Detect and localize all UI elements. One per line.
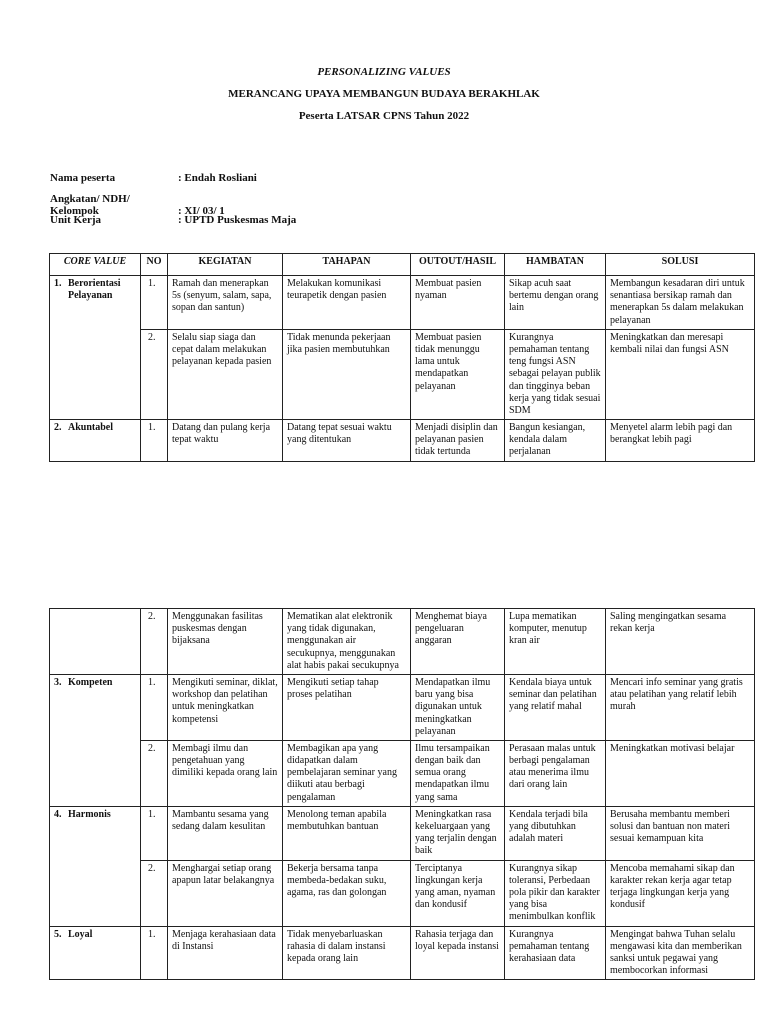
output-cell: Mendapatkan ilmu baru yang bisa digunakan untuk meningkatkan pelayanan xyxy=(411,674,505,740)
solusi-cell: Meningkatkan dan meresapi kembali nilai dan fungsi ASN xyxy=(606,329,755,419)
hambatan-cell: Kurangnya pemahaman tentang teng fungsi ASN sebagai pelayan publik dan tingginya beban kerja yang tidak sesuai SDM xyxy=(505,329,606,419)
hambatan-cell: Kurangnya pemahaman tentang kerahasiaan data xyxy=(505,926,606,980)
tahapan-cell: Melakukan komunikasi teurapetik dengan pasien xyxy=(283,276,411,330)
table-row xyxy=(50,420,755,462)
hambatan-cell: Perasaan malas untuk berbagi pengalaman atau menerima ilmu dari orang lain xyxy=(505,740,606,806)
row-number: 1. xyxy=(141,276,168,330)
info-label: Nama peserta xyxy=(50,172,116,184)
solusi-cell: Mencari info seminar yang gratis atau pelatihan yang relatif lebih murah xyxy=(606,674,755,740)
core-value-number: 1. xyxy=(54,278,62,289)
kegiatan-cell: Datang dan pulang kerja tepat waktu xyxy=(168,420,283,462)
row-number: 1. xyxy=(141,806,168,860)
values-table-page-2 xyxy=(49,608,755,980)
kegiatan-cell: Membagi ilmu dan pengetahuan yang dimiliki kepada orang lain xyxy=(168,740,283,806)
tahapan-cell: Tidak menunda pekerjaan jika pasien membutuhkan xyxy=(283,329,411,419)
solusi-cell: Menyetel alarm lebih pagi dan berangkat lebih pagi xyxy=(606,420,755,462)
hambatan-cell: Bangun kesiangan, kendala dalam perjalanan xyxy=(505,420,606,462)
core-value-cell xyxy=(50,926,141,980)
row-number: 2. xyxy=(141,329,168,419)
header-core-value: CORE VALUE xyxy=(50,254,141,276)
core-value-cell xyxy=(50,674,141,806)
row-number: 2. xyxy=(141,740,168,806)
core-value-number: 4. xyxy=(54,808,62,820)
output-cell: Membuat pasien nyaman xyxy=(411,276,505,330)
core-value-cell xyxy=(50,609,141,675)
tahapan-cell: Tidak menyebarluaskan rahasia di dalam instansi kepada orang lain xyxy=(283,926,411,980)
solusi-cell: Mencoba memahami sikap dan karakter rekan kerja agar tetap terjaga lingkungan kerja yang kondusif xyxy=(606,860,755,926)
info-value: : UPTD Puskesmas Maja xyxy=(178,214,297,226)
hambatan-cell: Sikap acuh saat bertemu dengan orang lain xyxy=(505,276,606,330)
kegiatan-cell: Ramah dan menerapkan 5s (senyum, salam, sapa, sopan dan santun) xyxy=(168,276,283,330)
solusi-cell: Membangun kesadaran diri untuk senantiasa bersikap ramah dan menerapkan 5s dalam melakukan pelayanan xyxy=(606,276,755,330)
core-value-cell xyxy=(50,276,141,420)
table-body xyxy=(50,609,755,980)
kegiatan-cell: Mengikuti seminar, diklat, workshop dan pelatihan untuk meningkatkan kompetensi xyxy=(168,674,283,740)
solusi-cell: Mengingat bahwa Tuhan selalu mengawasi kita dan memberikan sanksi untuk pegawai yang membocorkan informasi xyxy=(606,926,755,980)
kegiatan-cell: Menggunakan fasilitas puskesmas dengan bijaksana xyxy=(168,609,283,675)
table-row xyxy=(50,609,755,675)
output-cell: Menjadi disiplin dan pelayanan pasien tidak tertunda xyxy=(411,420,505,462)
table-row xyxy=(50,740,755,806)
table-row xyxy=(50,806,755,860)
kegiatan-cell: Menjaga kerahasiaan data di Instansi xyxy=(168,926,283,980)
tahapan-cell: Datang tepat sesuai waktu yang ditentukan xyxy=(283,420,411,462)
table-row xyxy=(50,926,755,980)
row-number: 2. xyxy=(141,609,168,675)
info-label: Angkatan/ NDH/ Kelompok xyxy=(50,193,130,217)
solusi-cell: Saling mengingatkan sesama rekan kerja xyxy=(606,609,755,675)
core-value-cell xyxy=(50,806,141,926)
header-no: NO xyxy=(141,254,168,276)
values-table-page-1 xyxy=(49,253,755,462)
core-value-number: 3. xyxy=(54,676,62,688)
tahapan-cell: Menolong teman apabila membutuhkan bantuan xyxy=(283,806,411,860)
tahapan-cell: Mematikan alat elektronik yang tidak digunakan, menggunakan air secukupnya, menggunakan alat habis pakai secukupnya xyxy=(283,609,411,675)
info-nama xyxy=(50,172,257,184)
output-cell: Meningkatkan rasa kekeluargaan yang yang terjalin dengan baik xyxy=(411,806,505,860)
table-body xyxy=(50,276,755,462)
row-number: 1. xyxy=(141,420,168,462)
output-cell: Terciptanya lingkungan kerja yang aman, nyaman dan kondusif xyxy=(411,860,505,926)
core-value-name: Akuntabel xyxy=(68,422,114,434)
solusi-cell: Berusaha membantu memberi solusi dan bantuan non materi sesuai kemampuan kita xyxy=(606,806,755,860)
output-cell: Menghemat biaya pengeluaran anggaran xyxy=(411,609,505,675)
table-header-row xyxy=(50,254,755,276)
core-value-number: 5. xyxy=(54,928,62,940)
header-solusi: SOLUSI xyxy=(606,254,755,276)
kegiatan-cell: Selalu siap siaga dan cepat dalam melakukan pelayanan kepada pasien xyxy=(168,329,283,419)
hambatan-cell: Kendala terjadi bila yang dibutuhkan adalah materi xyxy=(505,806,606,860)
row-number: 1. xyxy=(141,674,168,740)
core-value-name: Berorientasi Pelayanan xyxy=(68,278,121,302)
tahapan-cell: Bekerja bersama tanpa membeda-bedakan suku, agama, ras dan golongan xyxy=(283,860,411,926)
output-cell: Membuat pasien tidak menunggu lama untuk mendapatkan pelayanan xyxy=(411,329,505,419)
row-number: 1. xyxy=(141,926,168,980)
solusi-cell: Meningkatkan motivasi belajar xyxy=(606,740,755,806)
doc-title: PERSONALIZING VALUES xyxy=(317,66,451,78)
hambatan-cell: Kurangnya sikap toleransi, Perbedaan pola pikir dan karakter yang bisa menimbulkan konflik xyxy=(505,860,606,926)
output-cell: Ilmu tersampaikan dengan baik dan semua orang mendapatkan ilmu yang sama xyxy=(411,740,505,806)
info-unit xyxy=(50,214,296,226)
info-value: : XI/ 03/ 1 xyxy=(178,205,225,217)
kegiatan-cell: Menghargai setiap orang apapun latar belakangnya xyxy=(168,860,283,926)
output-cell: Rahasia terjaga dan loyal kepada instansi xyxy=(411,926,505,980)
table-row xyxy=(50,860,755,926)
table-row xyxy=(50,674,755,740)
core-value-name: Harmonis xyxy=(68,808,111,820)
tahapan-cell: Membagikan apa yang didapatkan dalam pembelajaran seminar yang diikuti atau berbagi pengalaman xyxy=(283,740,411,806)
header-output: OUTOUT/HASIL xyxy=(411,254,505,276)
core-value-cell xyxy=(50,420,141,462)
hambatan-cell: Lupa mematikan komputer, menutup kran air xyxy=(505,609,606,675)
doc-subtitle: MERANCANG UPAYA MEMBANGUN BUDAYA BERAKHLAK xyxy=(228,88,540,100)
header-hambatan: HAMBATAN xyxy=(505,254,606,276)
core-value-name: Kompeten xyxy=(68,676,113,688)
info-value: : Endah Rosliani xyxy=(178,172,257,184)
tahapan-cell: Mengikuti setiap tahap proses pelatihan xyxy=(283,674,411,740)
doc-subtitle-2: Peserta LATSAR CPNS Tahun 2022 xyxy=(298,110,470,122)
table-row xyxy=(50,329,755,419)
row-number: 2. xyxy=(141,860,168,926)
hambatan-cell: Kendala biaya untuk seminar dan pelatihan yang relatif mahal xyxy=(505,674,606,740)
kegiatan-cell: Mambantu sesama yang sedang dalam kesulitan xyxy=(168,806,283,860)
core-value-name: Loyal xyxy=(68,928,93,940)
header-tahapan: TAHAPAN xyxy=(283,254,411,276)
info-label: Unit Kerja xyxy=(50,214,102,226)
table-row xyxy=(50,276,755,330)
core-value-number: 2. xyxy=(54,422,62,434)
header-kegiatan: KEGIATAN xyxy=(168,254,283,276)
